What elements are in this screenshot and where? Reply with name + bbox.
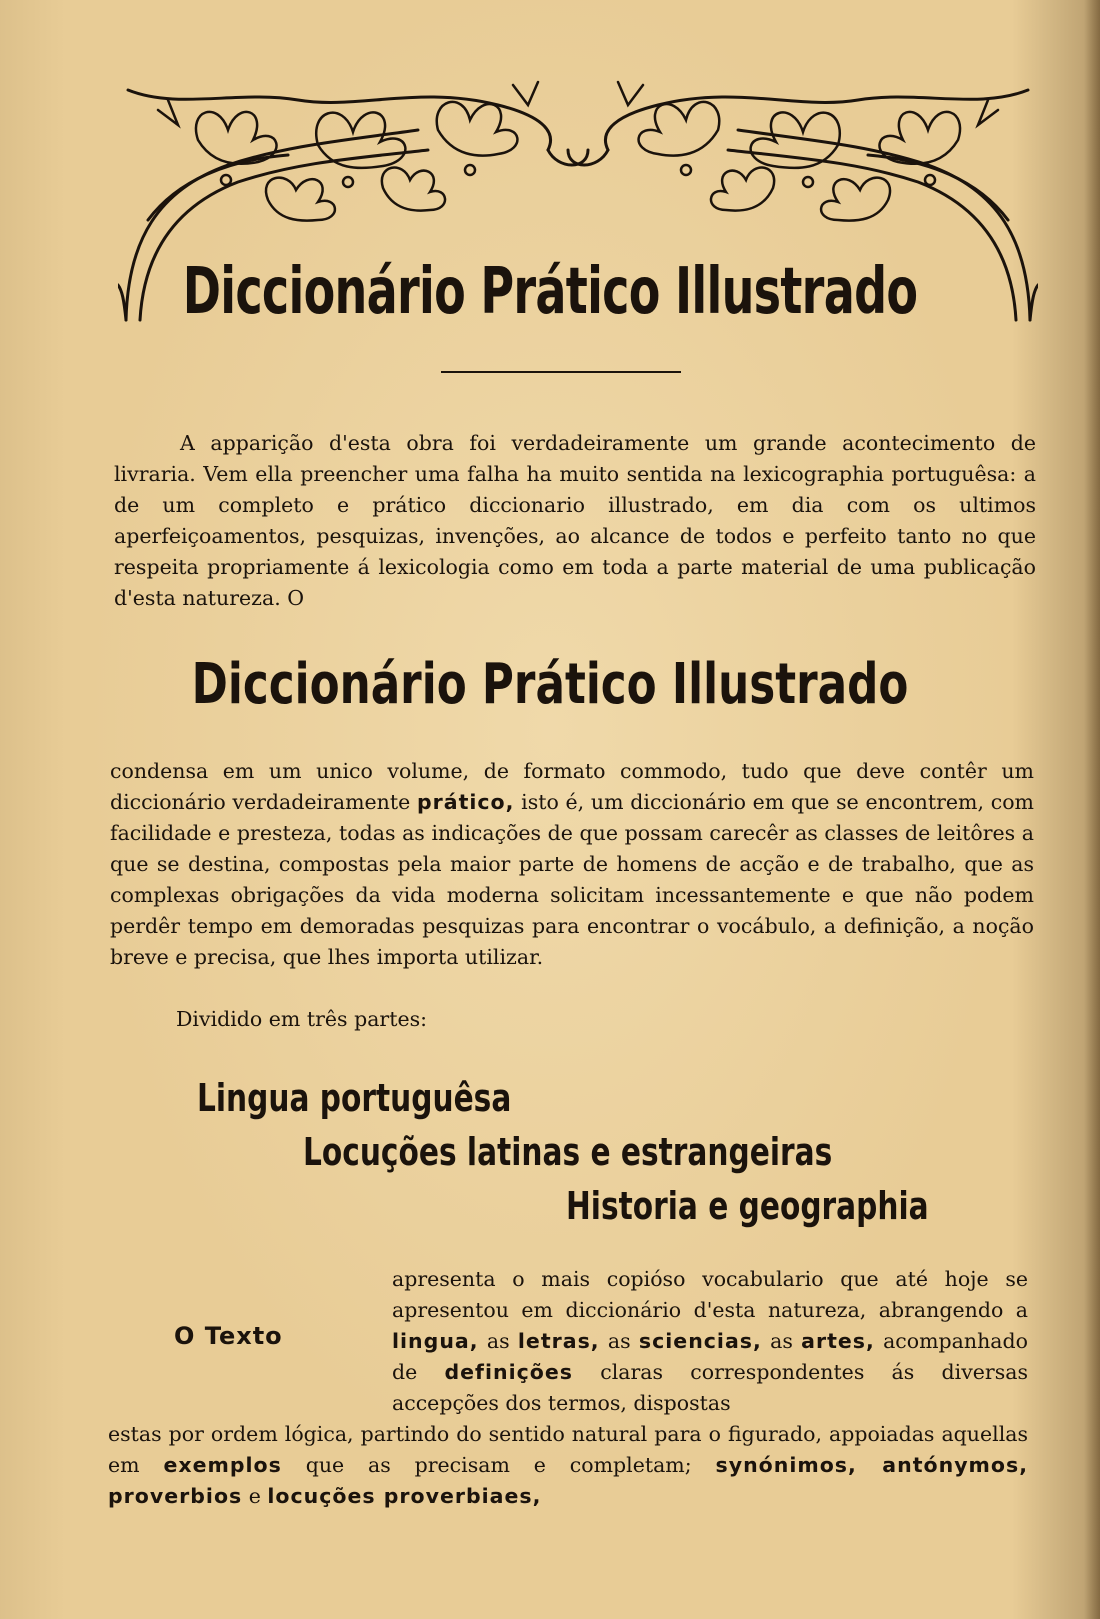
texto-cont-segment-emphasis: locuções proverbiaes, [267,1484,542,1508]
part-heading-1: Lingua portuguêsa [197,1076,512,1120]
description-text: condensa em um unico volume, de formato commodo, tudo que deve contêr um diccionário verdadeiramente [110,759,1034,814]
texto-cont-segment-text: e [242,1484,268,1508]
texto-segment-text: as [761,1329,802,1353]
texto-cont-segment-text: que as precisam e completam; [281,1453,716,1477]
section-title: Diccionário Prático Illustrado [191,652,909,717]
texto-segment-emphasis: definições [444,1360,573,1384]
texto-label: O Texto [174,1322,283,1350]
texto-segment-emphasis: letras, [517,1329,600,1353]
part-heading-2: Locuções latinas e estrangeiras [303,1130,833,1174]
texto-paragraph [392,1264,1028,1419]
texto-cont-segment-text: estas por ordem lógica, partindo do sentido natural para o figurado, appoiadas aquellas em [108,1422,1028,1477]
texto-segment-text: apresenta o mais copióso vocabulario que até hoje se apresentou em diccionário d'esta natureza, abrangendo a [392,1267,1028,1322]
emphasis-pratico: prático, [416,790,515,814]
texto-segment-text: claras correspondentes ás diversas accepções dos termos, dispostas [392,1360,1028,1415]
texto-segment-text: as [599,1329,639,1353]
title-divider [441,371,681,373]
part-heading-3: Historia e geographia [566,1184,929,1228]
texto-segment-emphasis: sciencias, [638,1329,762,1353]
description-paragraph [110,756,1034,973]
texto-segment-text: as [478,1329,518,1353]
page-title: Diccionário Prático Illustrado [182,255,918,329]
texto-segment-emphasis: artes, [801,1329,875,1353]
description-text-continued: isto é, um diccionário em que se encontrem, com facilidade e presteza, todas as indicações de que possam carecêr as classes de leitôres a que se destina, compostas pela maior parte de homens de acção e de trabalho, que as complexas obrigações da vida moderna solicitam incessantemente e que não podem perdêr tempo em demoradas pesquizas para encontrar o vocábulo, a definição, a noção breve e precisa, que lhes importa utilizar. [110,790,1034,969]
intro-paragraph: A apparição d'esta obra foi verdadeiramente um grande acontecimento de livraria. Vem ella preencher uma falha ha muito sentida na lexicographia portuguêsa: a de um completo e prático diccionario illustrado, em dia com os ultimos aperfeiçoamentos, pesquizas, invenções, ao alcance de todos e perfeito tanto no que respeita propriamente á lexicologia como em toda a parte material de uma publicação d'esta natureza. O [114,431,1036,610]
texto-segment-emphasis: lingua, [392,1329,479,1353]
texto-cont-segment-emphasis: exemplos [163,1453,282,1477]
divided-line: Dividido em três partes: [176,1007,428,1031]
texto-segment-text: acompanhado de [392,1329,1028,1384]
texto-cont-segment-emphasis: synónimos, antónymos, proverbios [108,1453,1028,1508]
texto-paragraph-continued [108,1419,1028,1512]
page-spine-shadow [1084,0,1100,1619]
